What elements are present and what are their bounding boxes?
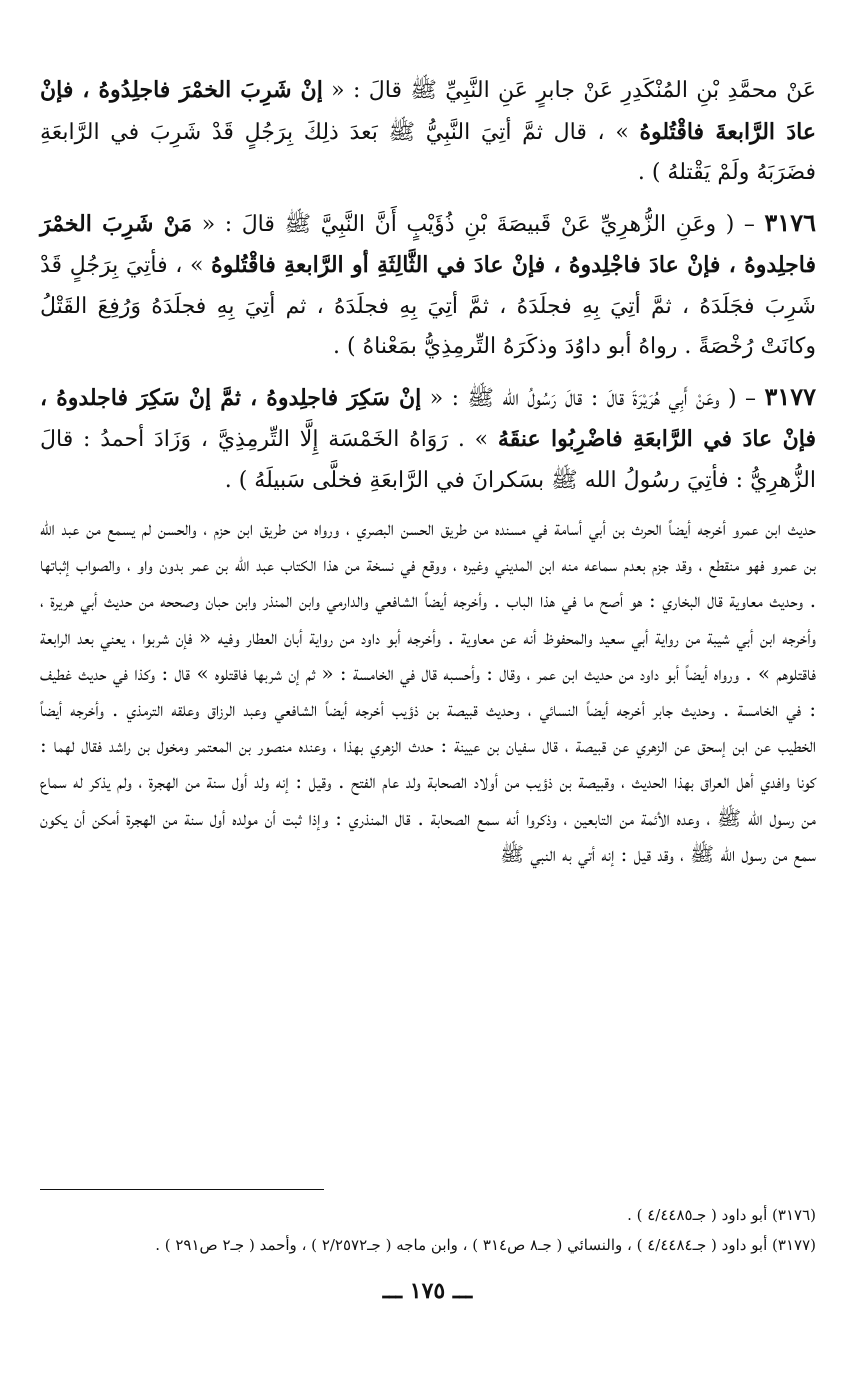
- page-number: ـــ ١٧٥ ـــ: [382, 1278, 473, 1304]
- hadith-3176: [40, 203, 816, 368]
- hadith-text: » ، فأتِيَ بِرَجُلٍ قَدْ شَرِبَ فجَلَدَهُ ، ثمَّ أتِيَ بِهِ فجلَدَهُ ، ثمَّ أتِيَ بِهِ فجلَدَهُ ، ثم أتِيَ بِهِ فجلَدَهُ وَرُفِعَ القَتْلُ وكانَتْ رُخْصَةً . رواهُ أبو داوُدَ وذكَرَهُ التِّرمِذِيُّ بمَعْناهُ ) .: [40, 253, 816, 359]
- hadith-number: ٣١٧٦: [764, 207, 816, 237]
- footnote-divider: [40, 1189, 324, 1190]
- footnotes: [40, 1200, 816, 1260]
- hadith-quote-bold: مَنْ شَرِبَ الخمْرَ فاجلِدوهُ ، فإنْ عادَ فاجْلِدوهُ ، فإنْ عادَ في الثَّالِثَةِ أو الرَّابعةِ فاقْتُلوهُ: [40, 210, 817, 278]
- page-body: [40, 70, 816, 893]
- hadith-text: » . رَوَاهُ الخَمْسَة إِلَّا التِّرمِذِيَّ ، وَزَادَ أحمدُ : قالَ الزُّهرِيُّ : فأتِيَ رسُولُ الله ﷺ بسَكرانَ في الرَّابعَةِ فخلَّى سَبيلَهُ ) .: [40, 427, 816, 493]
- hadith-quote-bold: إنْ سَكِرَ فاجلِدوهُ ، ثمَّ إنْ سَكِرَ فاجلدوهُ ، فإنْ عادَ في الرَّابعَةِ فاضْرِبُوا عنقَهُ: [40, 384, 816, 452]
- hadith-number: ٣١٧٧: [764, 381, 816, 411]
- hadith-3175-continuation: [40, 70, 816, 194]
- hadith-quote-bold: إنْ شَرِبَ الخمْرَ فاجلِدُوهُ ، فإنْ عادَ الرَّابعةَ فاقْتُلوهُ: [40, 77, 816, 145]
- hadith-text: – ( وعَنْ أَبِي هُرَيْرَةَ قالَ : قالَ رَسُولُ الله ﷺ : «: [421, 385, 765, 411]
- hadith-text: – ( وعَنِ الزُّهرِيِّ عَنْ قَبيصَةَ بْنِ ذُؤَيْبٍ أَنَّ النَّبِيَّ ﷺ قالَ : «: [192, 211, 765, 237]
- hadith-text: » ، قال ثمَّ أتِيَ النَّبِيُّ ﷺ بَعدَ ذلِكَ بِرَجُلٍ قَدْ شَرِبَ في الرَّابعَةِ فضَرَبَهُ ولَمْ يَقْتلهُ ) .: [40, 119, 816, 185]
- footnote-3177: (٣١٧٧) أبو داود ( جـ٤/٤٤٨٤ ) ، والنسائي ( جـ٨ ص٣١٤ ) ، وابن ماجه ( جـ٢/٢٥٧٢ ) ، وأحمد ( جـ٢ ص٢٩١ ) .: [155, 1236, 816, 1254]
- hadith-3177: [40, 377, 816, 502]
- hadith-text: عَنْ محمَّدِ بْنِ المُنْكَدِرِ عَنْ جابرٍ عَنِ النَّبِيِّ ﷺ قالَ : «: [322, 78, 816, 103]
- commentary-paragraph: حديث ابن عمرو أخرجه أيضاً الحرث بن أبي أسامة في مسنده من طريق الحسن البصري ، ورواه من طريق ابن حزم ، والحسن لم يسمع من عبد الله بن عمرو فهو منقطع ، وقد جزم بعدم سماعه منه ابن المديني وغيره ، ووقع في نسخة من هذا الكتاب عبد الله بن عمر بدون واو ، والصواب إثباتها . وحديث معاوية قال البخاري : هو أصح ما في هذا الباب . وأخرجه أيضاً الشافعي والدارمي وابن المنذر وابن حبان وصححه من حديث أبي هريرة ، وأخرجه ابن أبي شيبة من رواية أبي سعيد والمحفوظ أنه عن معاوية . وأخرجه أبو داود من رواية أبان العطار وفيه « فإن شربوا ، يعني بعد الرابعة فاقتلوهم » . ورواه أيضاً أبو داود من حديث ابن عمر ، وقال : وأحسبه قال في الخامسة : « ثم إن شربها فاقتلوه » قال : وكذا في حديث غطيف : في الخامسة . وحديث جابر أخرجه أيضاً النسائي ، وحديث قبيصة بن ذؤيب أخرجه أيضاً الشافعي وعبد الرزاق وعلقه الترمذي . وأخرجه أيضاً الخطيب عن ابن إسحق عن الزهري عن قبيصة ، قال سفيان بن عيينة : حدث الزهري بهذا ، وعنده منصور بن المعتمر ومخول بن راشد فقال لهما : كونا وافدي أهل العراق بهذا الحديث ، وقبيصة بن ذؤيب من أولاد الصحابة ولد عام الفتح . وقيل : إنه ولد أول سنة من الهجرة ، ولم يذكر له سماع من رسول الله ﷺ ، وعده الأئمة من التابعين ، وذكروا أنه سمع الصحابة . قال المنذري : وإذا ثبت أن مولده أول سنة من الهجرة أمكن أن يكون سمع من رسول الله ﷺ ، وقد قيل : إنه أتي به النبي ﷺ: [40, 517, 816, 866]
- footnote-3176: (٣١٧٦) أبو داود ( جـ٤/٤٤٨٥ ) .: [627, 1206, 816, 1224]
